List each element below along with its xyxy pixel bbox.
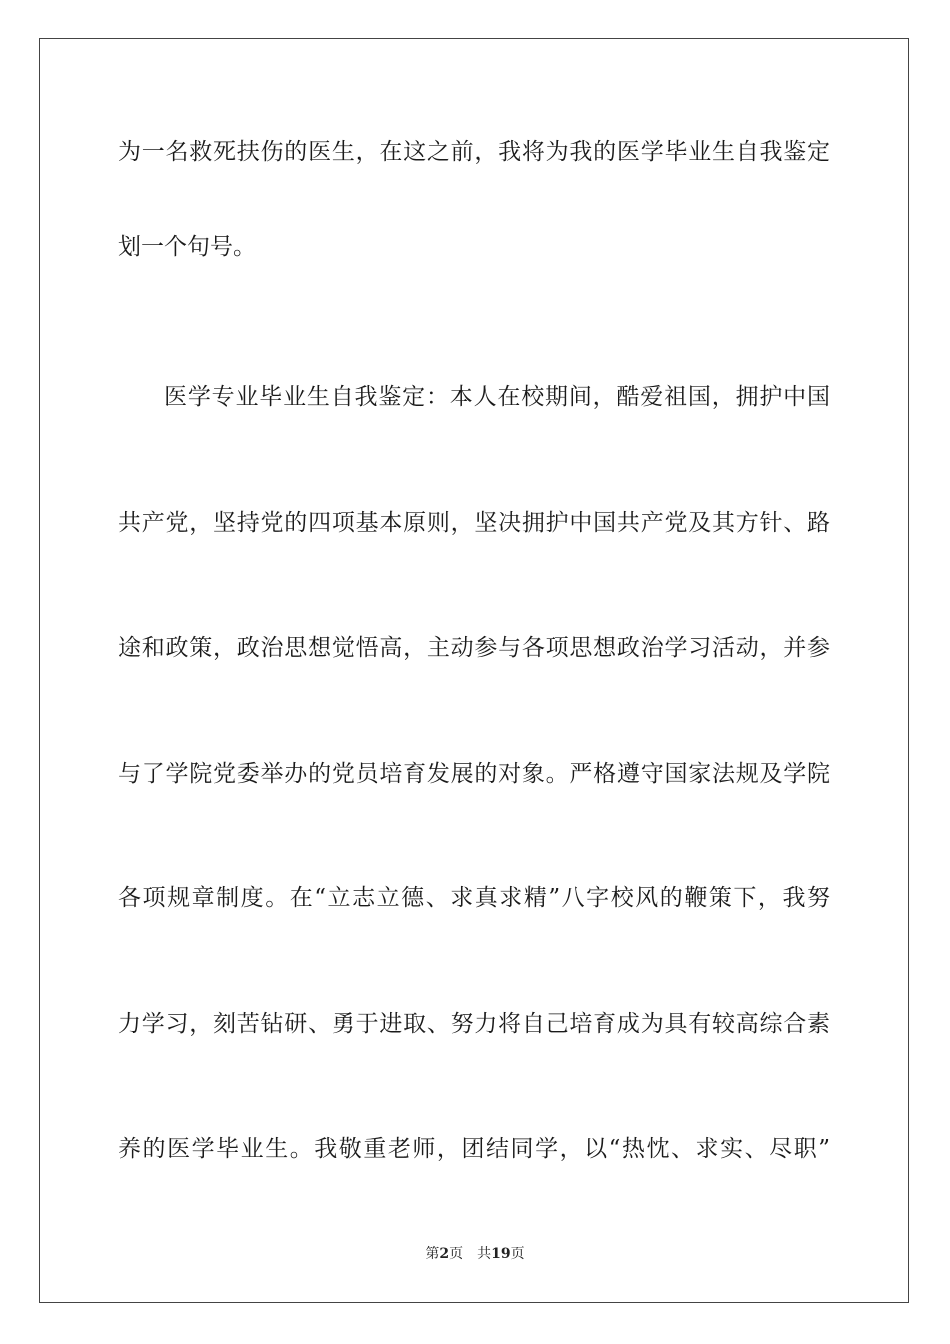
footer-page-prefix: 第 [425,1246,440,1262]
body-text-line: 为一名救死扶伤的医生，在这之前，我将为我的医学毕业生自我鉴定 [118,139,830,165]
body-text-line: 与了学院党委举办的党员培育发展的对象。严格遵守国家法规及学院 [118,761,830,787]
page-border [39,38,909,1303]
footer-page-unit: 页 [449,1246,464,1262]
footer-total-unit: 页 [510,1246,525,1262]
body-text-line: 途和政策，政治思想觉悟高，主动参与各项思想政治学习活动，并参 [118,635,830,661]
body-text-line: 划一个句号。 [118,234,256,260]
body-text-line: 力学习，刻苦钻研、勇于进取、努力将自己培育成为具有较高综合素 [118,1011,830,1037]
paragraph-first-line: 医学专业毕业生自我鉴定：本人在校期间，酷爱祖国，拥护中国 [164,384,830,410]
body-text-line: 养的医学毕业生。我敬重老师，团结同学，以“热忱、求实、尽职” [118,1136,830,1162]
footer-total-prefix: 共 [477,1246,492,1262]
footer-page-number: 2 [439,1246,450,1262]
body-text-line: 各项规章制度。在“立志立德、求真求精”八字校风的鞭策下，我努 [118,885,830,911]
footer-total-pages: 19 [491,1246,511,1262]
body-text-line: 共产党，坚持党的四项基本原则，坚决拥护中国共产党及其方针、路 [118,510,830,536]
page-footer [0,1245,950,1263]
